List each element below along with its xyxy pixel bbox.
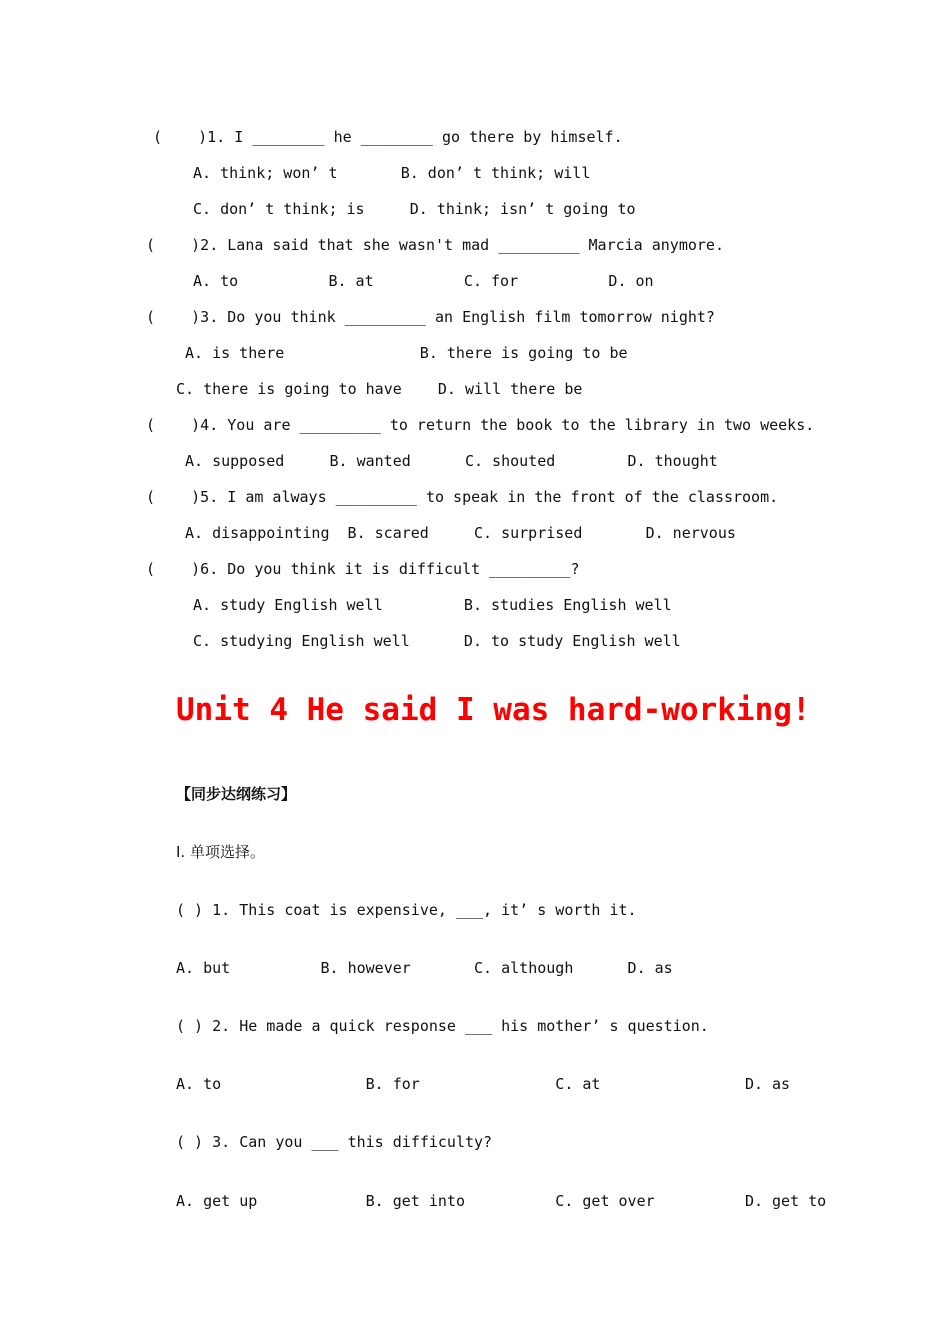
practice-question-2-options: A. to B. for C. at D. as bbox=[176, 1075, 791, 1093]
question-2-options: A. to B. at C. for D. on bbox=[193, 272, 654, 290]
question-3-options-row-2: C. there is going to have D. will there be bbox=[176, 380, 583, 398]
section-header: 【同步达纲练习】 bbox=[176, 785, 297, 803]
practice-question-2: ( ) 2. He made a quick response ___ his mother’ s question. bbox=[176, 1017, 709, 1035]
question-6-options-row-1: A. study English well B. studies English well bbox=[193, 596, 672, 614]
question-2: ( )2. Lana said that she wasn't mad _________ Marcia anymore. bbox=[146, 236, 724, 254]
question-4: ( )4. You are _________ to return the book to the library in two weeks. bbox=[146, 416, 815, 434]
question-1-options-row-1: A. think; won’ t B. don’ t think; will bbox=[193, 164, 591, 182]
question-6-options-row-2: C. studying English well D. to study English well bbox=[193, 632, 681, 650]
question-4-options: A. supposed B. wanted C. shouted D. thought bbox=[185, 452, 718, 470]
practice-question-3: ( ) 3. Can you ___ this difficulty? bbox=[176, 1133, 493, 1151]
question-3-options-row-1: A. is there B. there is going to be bbox=[185, 344, 628, 362]
question-1: ( )1. I ________ he ________ go there by himself. bbox=[153, 128, 623, 146]
question-5: ( )5. I am always _________ to speak in the front of the classroom. bbox=[146, 488, 779, 506]
practice-question-1-options: A. but B. however C. although D. as bbox=[176, 959, 673, 977]
question-3: ( )3. Do you think _________ an English film tomorrow night? bbox=[146, 308, 715, 326]
question-6: ( )6. Do you think it is difficult _________? bbox=[146, 560, 580, 578]
part-label: Ⅰ. 单项选择。 bbox=[176, 843, 265, 861]
unit-title: Unit 4 He said I was hard-working! bbox=[176, 692, 811, 728]
question-5-options: A. disappointing B. scared C. surprised D. nervous bbox=[185, 524, 736, 542]
question-1-options-row-2: C. don’ t think; is D. think; isn’ t going to bbox=[193, 200, 636, 218]
practice-question-1: ( ) 1. This coat is expensive, ___, it’ s worth it. bbox=[176, 901, 637, 919]
practice-question-3-options: A. get up B. get into C. get over D. get to bbox=[176, 1192, 827, 1210]
